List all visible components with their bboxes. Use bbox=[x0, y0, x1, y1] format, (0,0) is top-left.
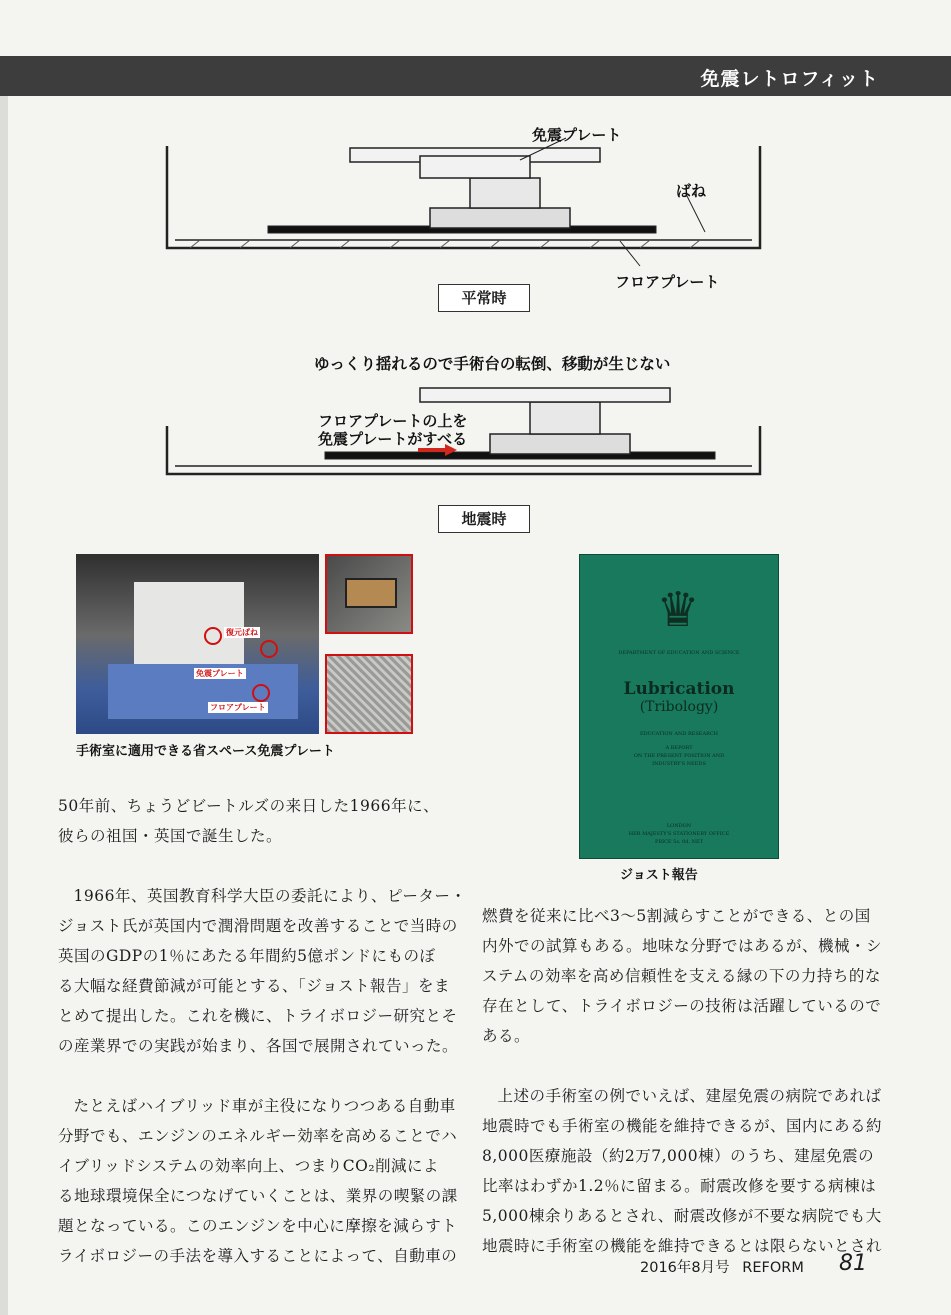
jost-report-cover bbox=[579, 554, 779, 859]
book-report: A REPORT bbox=[665, 745, 693, 751]
spring-unit bbox=[345, 578, 397, 608]
book-report-line3: INDUSTRY'S NEEDS bbox=[652, 761, 706, 767]
text-line: る大幅な経費節減が可能とする、「ジョスト報告」をま bbox=[58, 977, 450, 995]
text-line: 英国のGDPの1％にあたる年間約5億ポンドにものぼ bbox=[58, 947, 436, 965]
book-series: EDUCATION AND RESEARCH bbox=[639, 731, 719, 737]
book-price: PRICE 5s. 0d. NET bbox=[654, 839, 703, 845]
book-department: DEPARTMENT OF EDUCATION AND SCIENCE bbox=[618, 650, 740, 656]
text-line: 存在として、トライボロジーの技術は活躍しているので bbox=[482, 997, 882, 1015]
callout-plate: 免震プレート bbox=[196, 669, 244, 678]
text-line: 地震時でも手術室の機能を維持できるが、国内にある約 bbox=[482, 1117, 883, 1135]
text-line: ステムの効率を高め信頼性を支える縁の下の力持ち的な bbox=[482, 967, 881, 985]
text-line: イブリッドシステムの効率向上、つまりCO₂削減によ bbox=[58, 1157, 440, 1175]
diagram-normal bbox=[167, 138, 760, 266]
book-subtitle: (Tribology) bbox=[639, 699, 719, 715]
state-quake-box: 地震時 bbox=[438, 505, 530, 533]
highlight-circle bbox=[252, 684, 270, 702]
text-line: たとえばハイブリッド車が主役になりつつある自動車 bbox=[73, 1097, 456, 1115]
operating-room-photo bbox=[76, 554, 319, 734]
callout-floor: フロアプレート bbox=[210, 703, 266, 712]
text-line: の産業界での実践が始まり、各国で展開されていった。 bbox=[58, 1037, 459, 1055]
footer bbox=[640, 1256, 804, 1277]
book-title: Lubrication bbox=[623, 679, 735, 699]
text-line: 燃費を従来に比べ3～5割減らすことができる、との国 bbox=[482, 907, 871, 925]
page-number: 81 bbox=[839, 1251, 867, 1276]
book-caption: ジョスト報告 bbox=[620, 868, 698, 883]
slide-note-line1: フロアプレートの上を bbox=[318, 412, 468, 430]
state-normal-box: 平常時 bbox=[438, 284, 530, 312]
callout-spring: 復元ばね bbox=[226, 628, 258, 637]
text-line: 比率はわずか1.2％に留まる。耐震改修を要する病棟は bbox=[482, 1177, 877, 1195]
text-line: る地球環境保全につなげていくことは、業界の喫緊の課 bbox=[58, 1187, 458, 1205]
text-line: 1966年、英国教育科学大臣の委託により、ピーター・ bbox=[73, 887, 467, 905]
text-line: ライボロジーの手法を導入することによって、自動車の bbox=[58, 1247, 458, 1265]
text-line: 50年前、ちょうどビートルズの来日した1966年に、 bbox=[58, 797, 440, 815]
right-column bbox=[482, 901, 900, 1261]
text-line: ある。 bbox=[482, 1027, 531, 1045]
magazine-name: REFORM bbox=[742, 1260, 804, 1276]
photo-caption: 手術室に適用できる省スペース免震プレート bbox=[76, 744, 335, 759]
text-line: 上述の手術室の例でいえば、建屋免震の病院であれば bbox=[497, 1087, 882, 1105]
slide-note-line2: 免震プレートがすべる bbox=[318, 430, 468, 448]
section-title: 免震レトロフィット bbox=[700, 68, 879, 90]
left-column bbox=[58, 791, 468, 1271]
book-publisher: HER MAJESTY'S STATIONERY OFFICE bbox=[628, 831, 730, 837]
plate-texture-photo bbox=[325, 654, 413, 734]
text-line: とめて提出した。これを機に、トライボロジー研究とそ bbox=[58, 1007, 458, 1025]
text-line: 地震時に手術室の機能を維持できるとは限らないとされ bbox=[482, 1237, 883, 1255]
label-seismic-plate: 免震プレート bbox=[532, 126, 622, 144]
text-line: 5,000棟余りあるとされ、耐震改修が不要な病院でも大 bbox=[482, 1207, 882, 1225]
text-line: 分野でも、エンジンのエネルギー効率を高めることでハ bbox=[58, 1127, 458, 1145]
text-line: 8,000医療施設（約2万7,000棟）のうち、建屋免震の bbox=[482, 1147, 875, 1165]
text-line: 題となっている。このエンジンを中心に摩擦を減らすト bbox=[58, 1217, 458, 1235]
spring-closeup-photo bbox=[325, 554, 413, 634]
issue-date: 2016年8月号 bbox=[640, 1260, 730, 1276]
label-floor-plate: フロアプレート bbox=[615, 273, 720, 291]
text-line: 彼らの祖国・英国で誕生した。 bbox=[58, 827, 283, 845]
text-line: 内外での試算もある。地味な分野ではあるが、機械・シ bbox=[482, 937, 883, 955]
quake-headline: ゆっくり揺れるので手術台の転倒、移動が生じない bbox=[314, 355, 671, 373]
book-place: LONDON bbox=[666, 823, 692, 829]
highlight-circle bbox=[204, 627, 222, 645]
text-line: ジョスト氏が英国内で潤滑問題を改善することで当時の bbox=[58, 917, 458, 935]
crest-icon: ♛ bbox=[656, 582, 700, 638]
label-spring: ばね bbox=[676, 182, 707, 200]
book-report-line2: ON THE PRESENT POSITION AND bbox=[633, 753, 725, 759]
highlight-circle bbox=[260, 640, 278, 658]
